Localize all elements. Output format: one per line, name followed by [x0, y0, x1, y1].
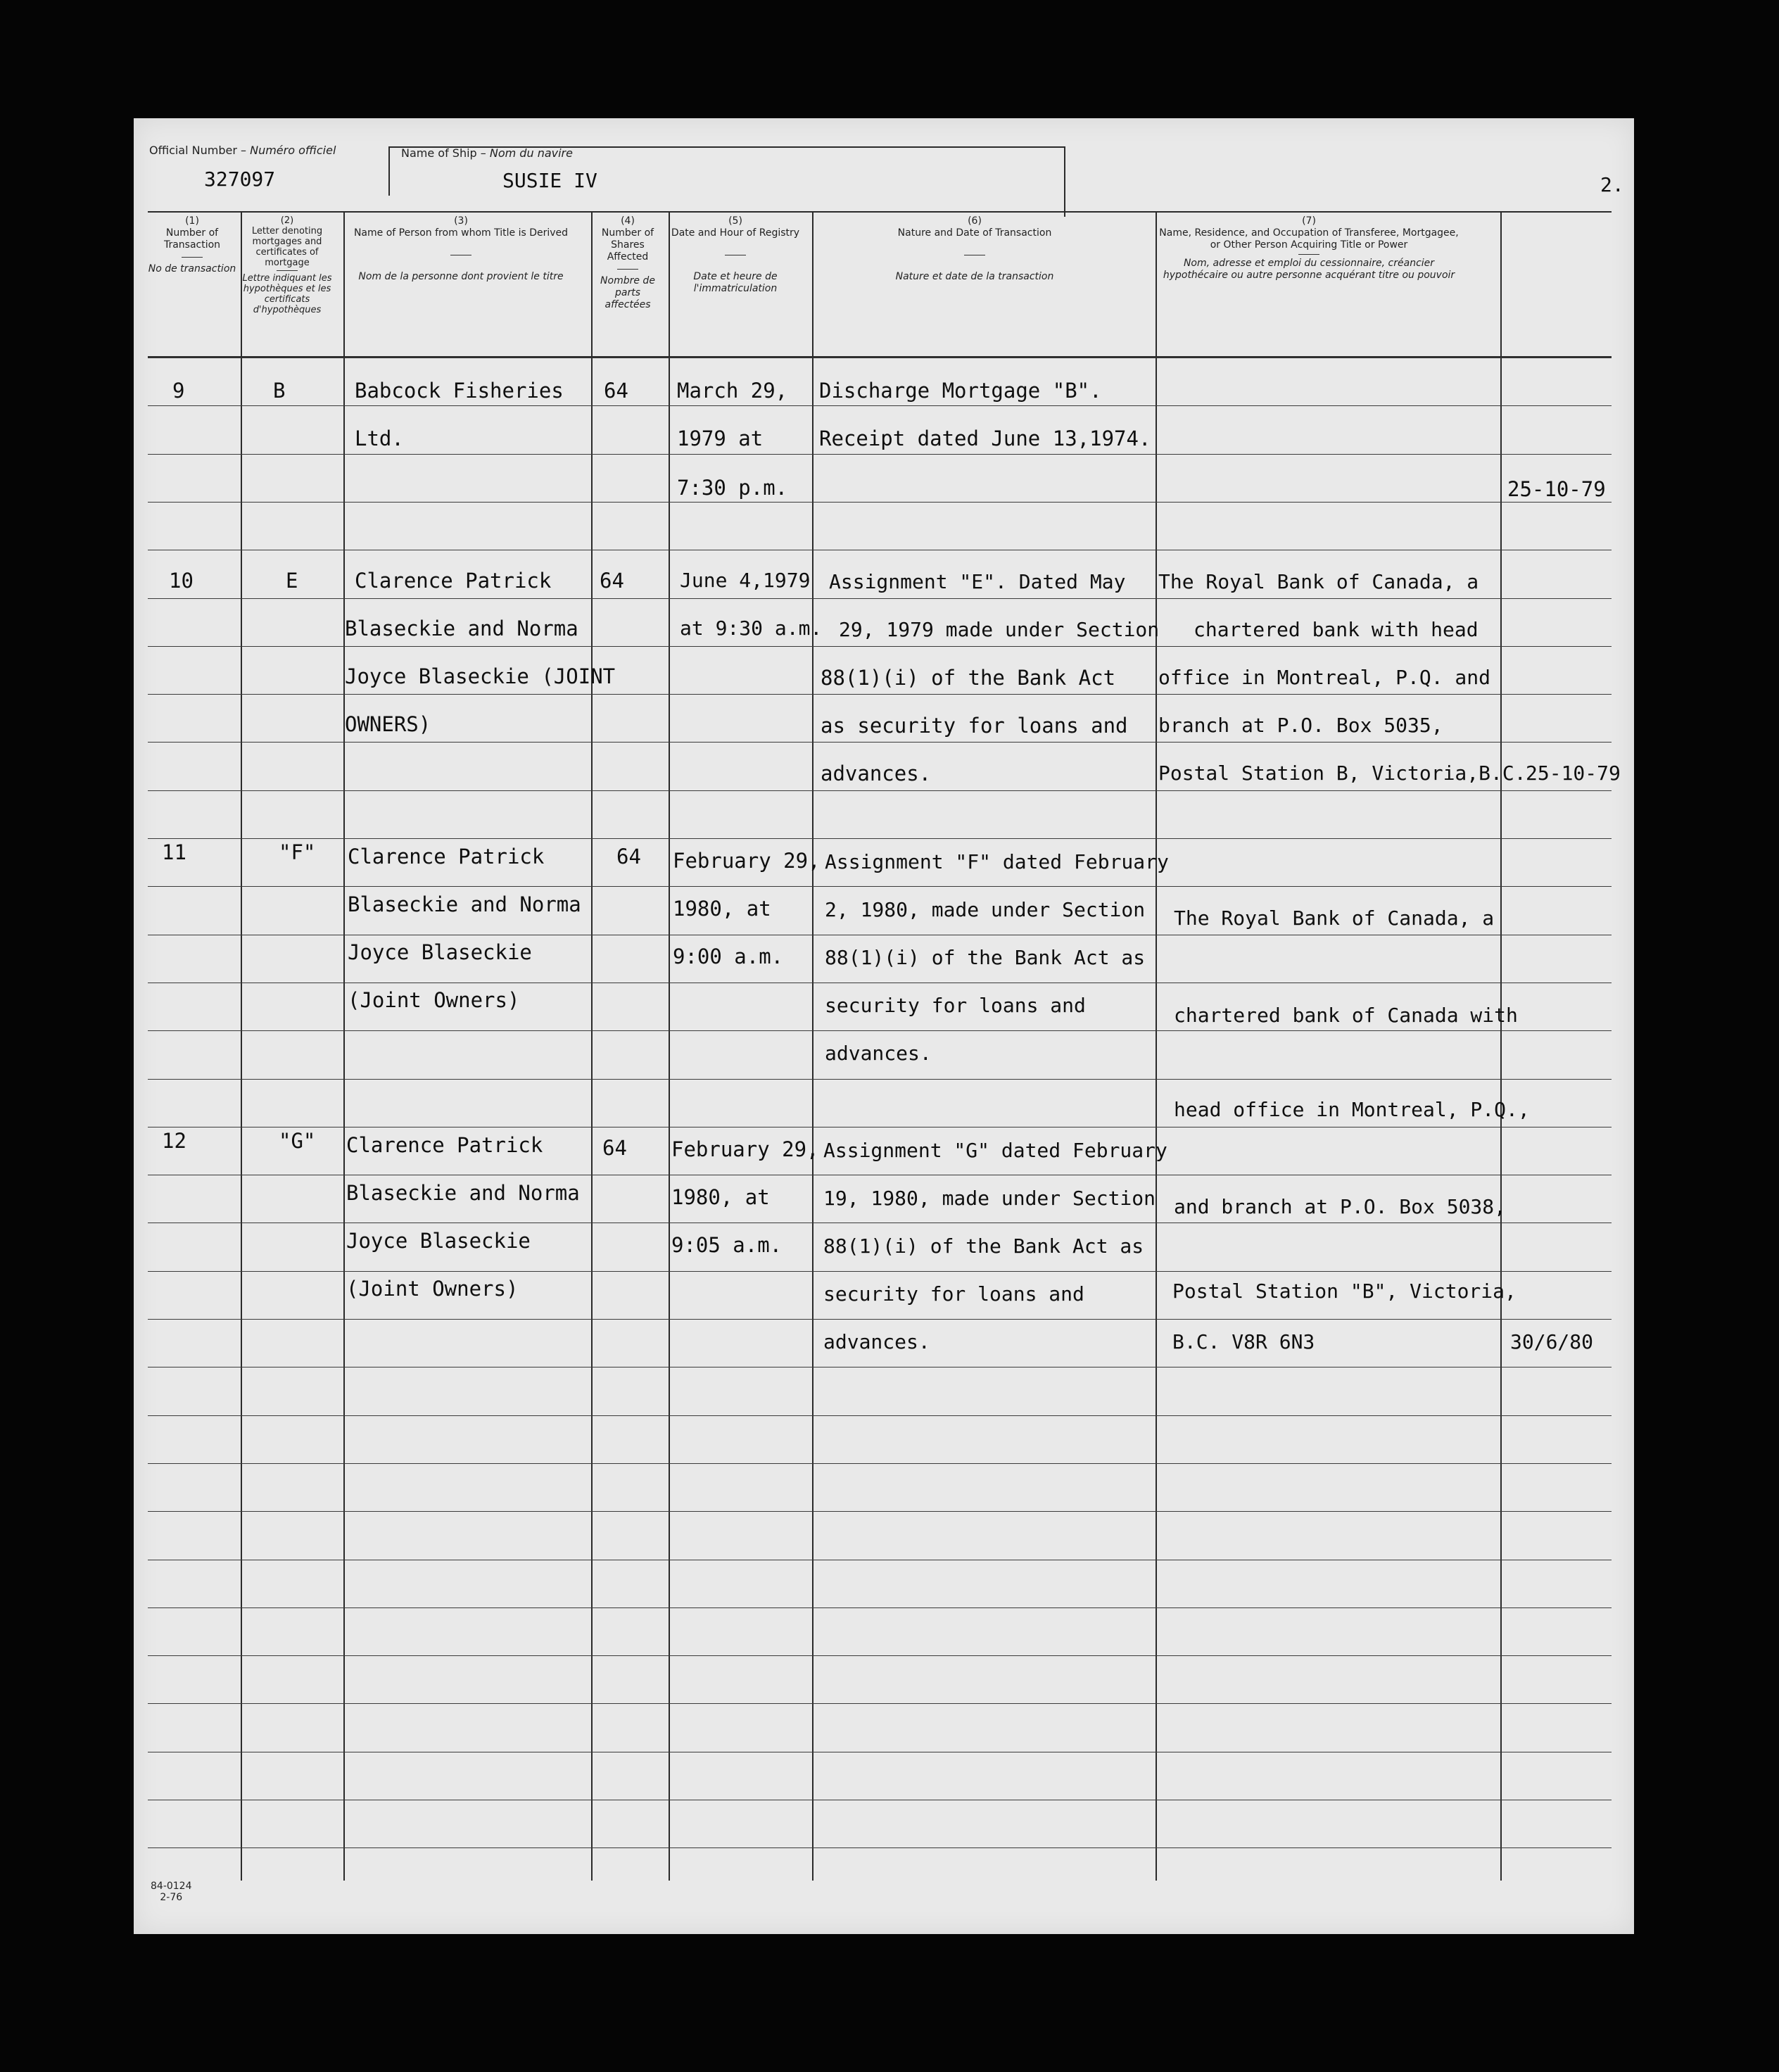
entry-10-transferee-line: office in Montreal, P.Q. and	[1158, 666, 1491, 689]
entry-9-person-line: Ltd.	[355, 427, 404, 450]
entry-12-person-line: Blaseckie and Norma	[346, 1181, 580, 1205]
entry-12-transferee-line: B.C. V8R 6N3	[1172, 1330, 1315, 1353]
entry-12-nature-line: advances.	[823, 1330, 930, 1353]
entry-9-registry-line: 7:30 p.m.	[677, 476, 788, 500]
entry-10-nature-line: Assignment "E". Dated May	[829, 570, 1126, 593]
row-rule	[148, 886, 1612, 887]
entry-11-registry-line: 1980, at	[673, 897, 771, 921]
entry-12-letter: "G"	[279, 1129, 316, 1153]
column-rule	[1156, 211, 1157, 1881]
entry-12-person-line: Joyce Blaseckie	[346, 1229, 531, 1253]
row-rule	[148, 502, 1612, 503]
entry-10-person-line: OWNERS)	[345, 712, 431, 736]
entry-12-transferee-line: and branch at P.O. Box 5038,	[1174, 1195, 1507, 1218]
entry-11-nature-line: 2, 1980, made under Section	[825, 898, 1146, 921]
entry-9-person-line: Babcock Fisheries	[355, 379, 564, 403]
entry-10-registry-line: at 9:30 a.m.	[680, 617, 823, 640]
column-rule	[1500, 211, 1502, 1881]
entry-9-letter: B	[273, 379, 286, 403]
register-sheet	[134, 118, 1634, 1934]
entry-10-shares: 64	[600, 569, 624, 593]
row-rule	[148, 790, 1612, 791]
col-header-nature: (6) Nature and Date of Transaction Nature et date de la transaction	[895, 215, 1054, 282]
row-rule	[148, 1319, 1612, 1320]
entry-12-registry-line: 1980, at	[671, 1185, 770, 1209]
row-rule	[148, 1847, 1612, 1848]
form-code: 84-0124 2-76	[151, 1881, 192, 1903]
entry-12-person-line: Clarence Patrick	[346, 1133, 543, 1157]
row-rule	[148, 1703, 1612, 1704]
row-rule	[148, 454, 1612, 455]
row-rule	[148, 598, 1612, 599]
official-number: 327097	[204, 168, 276, 191]
entry-9-number: 9	[172, 379, 185, 403]
entry-10-person-line: Joyce Blaseckie (JOINT	[345, 664, 616, 688]
column-rule	[343, 211, 345, 1881]
entry-11-letter: "F"	[279, 840, 316, 864]
ship-name: SUSIE IV	[502, 169, 597, 192]
entry-12-nature-line: 88(1)(i) of the Bank Act as	[823, 1234, 1144, 1258]
col-header-mortgage-letter: (2) Letter denoting mortgages and certificates of mortgage Lettre indiquant les hypothèques et les certificats d'hypothèques	[242, 215, 332, 315]
row-rule	[148, 1079, 1612, 1080]
row-rule	[148, 742, 1612, 743]
row-rule	[148, 1511, 1612, 1512]
row-rule	[148, 1415, 1612, 1416]
col-header-registry: (5) Date and Hour of Registry Date et heure de l'immatriculation	[671, 215, 800, 294]
entry-12-registry-line: 9:05 a.m.	[671, 1233, 783, 1257]
official-number-label: Official Number – Numéro officiel	[149, 144, 336, 157]
entry-11-nature-line: advances.	[825, 1042, 932, 1065]
entry-9-nature-line: Receipt dated June 13,1974.	[819, 427, 1151, 450]
entry-10-transferee-line: The Royal Bank of Canada, a	[1158, 570, 1479, 593]
entry-12-transferee-line: Postal Station "B", Victoria,	[1172, 1280, 1517, 1303]
entry-11-registry-line: February 29,	[673, 849, 821, 873]
entry-12-nature-line: Assignment "G" dated February	[823, 1139, 1167, 1162]
entry-9-registry-line: March 29,	[677, 379, 788, 403]
row-rule	[148, 405, 1612, 406]
entry-11-nature-line: Assignment "F" dated February	[825, 850, 1169, 873]
column-rule	[241, 211, 242, 1881]
entry-11-nature-line: security for loans and	[825, 994, 1086, 1017]
column-rule	[669, 211, 670, 1881]
entry-10-transferee-line: Postal Station B, Victoria,B.C.	[1158, 762, 1526, 785]
col-header-transaction-number: (1) Number of Transaction No de transaction	[148, 215, 236, 274]
entry-12-registry-line: February 29,	[671, 1137, 819, 1161]
row-rule	[148, 694, 1612, 695]
column-rule	[591, 211, 593, 1881]
entry-11-transferee-line: The Royal Bank of Canada, a	[1174, 906, 1495, 930]
column-rule	[812, 211, 813, 1881]
row-rule	[148, 838, 1612, 839]
entry-10-transferee-line: chartered bank with head	[1194, 618, 1479, 641]
entry-12-nature-line: 19, 1980, made under Section	[823, 1187, 1156, 1210]
entry-11-number: 11	[162, 840, 186, 864]
entry-11-person-line: (Joint Owners)	[348, 988, 520, 1012]
row-rule	[148, 1655, 1612, 1656]
entry-11-shares: 64	[616, 845, 641, 868]
entry-11-person-line: Blaseckie and Norma	[348, 892, 581, 916]
col-header-transferee: (7) Name, Residence, and Occupation of Transferee, Mortgagee, or Other Person Acquiring Title or Power Nom, adresse et emploi du cessionnaire, créancier hypothécaire ou autre personne acquérant titre ou pouvoir	[1159, 215, 1459, 281]
entry-10-transferee-line: branch at P.O. Box 5035,	[1158, 714, 1443, 737]
entry-10-person-line: Blaseckie and Norma	[345, 617, 578, 640]
entry-11-nature-line: 88(1)(i) of the Bank Act as	[825, 946, 1146, 969]
entry-10-nature-line: advances.	[821, 762, 932, 785]
entry-10-nature-line: 88(1)(i) of the Bank Act	[821, 666, 1116, 690]
row-rule	[148, 1271, 1612, 1272]
entry-10-nature-line: as security for loans and	[821, 714, 1128, 738]
entry-10-person-line: Clarence Patrick	[355, 569, 552, 593]
entry-9-nature-line: Discharge Mortgage "B".	[819, 379, 1102, 403]
row-rule	[148, 1030, 1612, 1031]
entry-11-transferee-line: head office in Montreal, P.Q.,	[1174, 1098, 1530, 1121]
entry-12-nature-line: security for loans and	[823, 1282, 1084, 1306]
entry-10-letter: E	[286, 569, 298, 593]
entry-10-registry-line: June 4,1979	[680, 569, 811, 592]
entry-12-shares: 64	[602, 1136, 627, 1160]
entry-10-date-note: 25-10-79	[1526, 762, 1621, 785]
col-header-shares: (4) Number of Shares Affected Nombre de parts affectées	[600, 215, 655, 310]
entry-10-number: 10	[169, 569, 194, 593]
ship-name-label: Name of Ship – Nom du navire	[401, 146, 573, 160]
entry-9-shares: 64	[604, 379, 628, 403]
row-rule	[148, 1463, 1612, 1464]
entry-12-person-line: (Joint Owners)	[346, 1277, 519, 1301]
entry-12-date-note: 30/6/80	[1510, 1330, 1594, 1353]
row-rule	[148, 646, 1612, 647]
entry-11-transferee-line: chartered bank of Canada with	[1174, 1004, 1518, 1027]
entry-9-registry-line: 1979 at	[677, 427, 764, 450]
col-header-person-title: (3) Name of Person from whom Title is Derived Nom de la personne dont provient le titre	[353, 215, 569, 282]
row-rule	[148, 1607, 1612, 1608]
entry-12-number: 12	[162, 1129, 186, 1153]
entry-11-person-line: Clarence Patrick	[348, 845, 545, 868]
page-number: 2.	[1600, 173, 1624, 196]
entry-9-date-note: 25-10-79	[1507, 477, 1606, 501]
entry-11-person-line: Joyce Blaseckie	[348, 940, 532, 964]
entry-11-registry-line: 9:00 a.m.	[673, 945, 784, 968]
entry-10-nature-line: 29, 1979 made under Section	[839, 618, 1160, 641]
